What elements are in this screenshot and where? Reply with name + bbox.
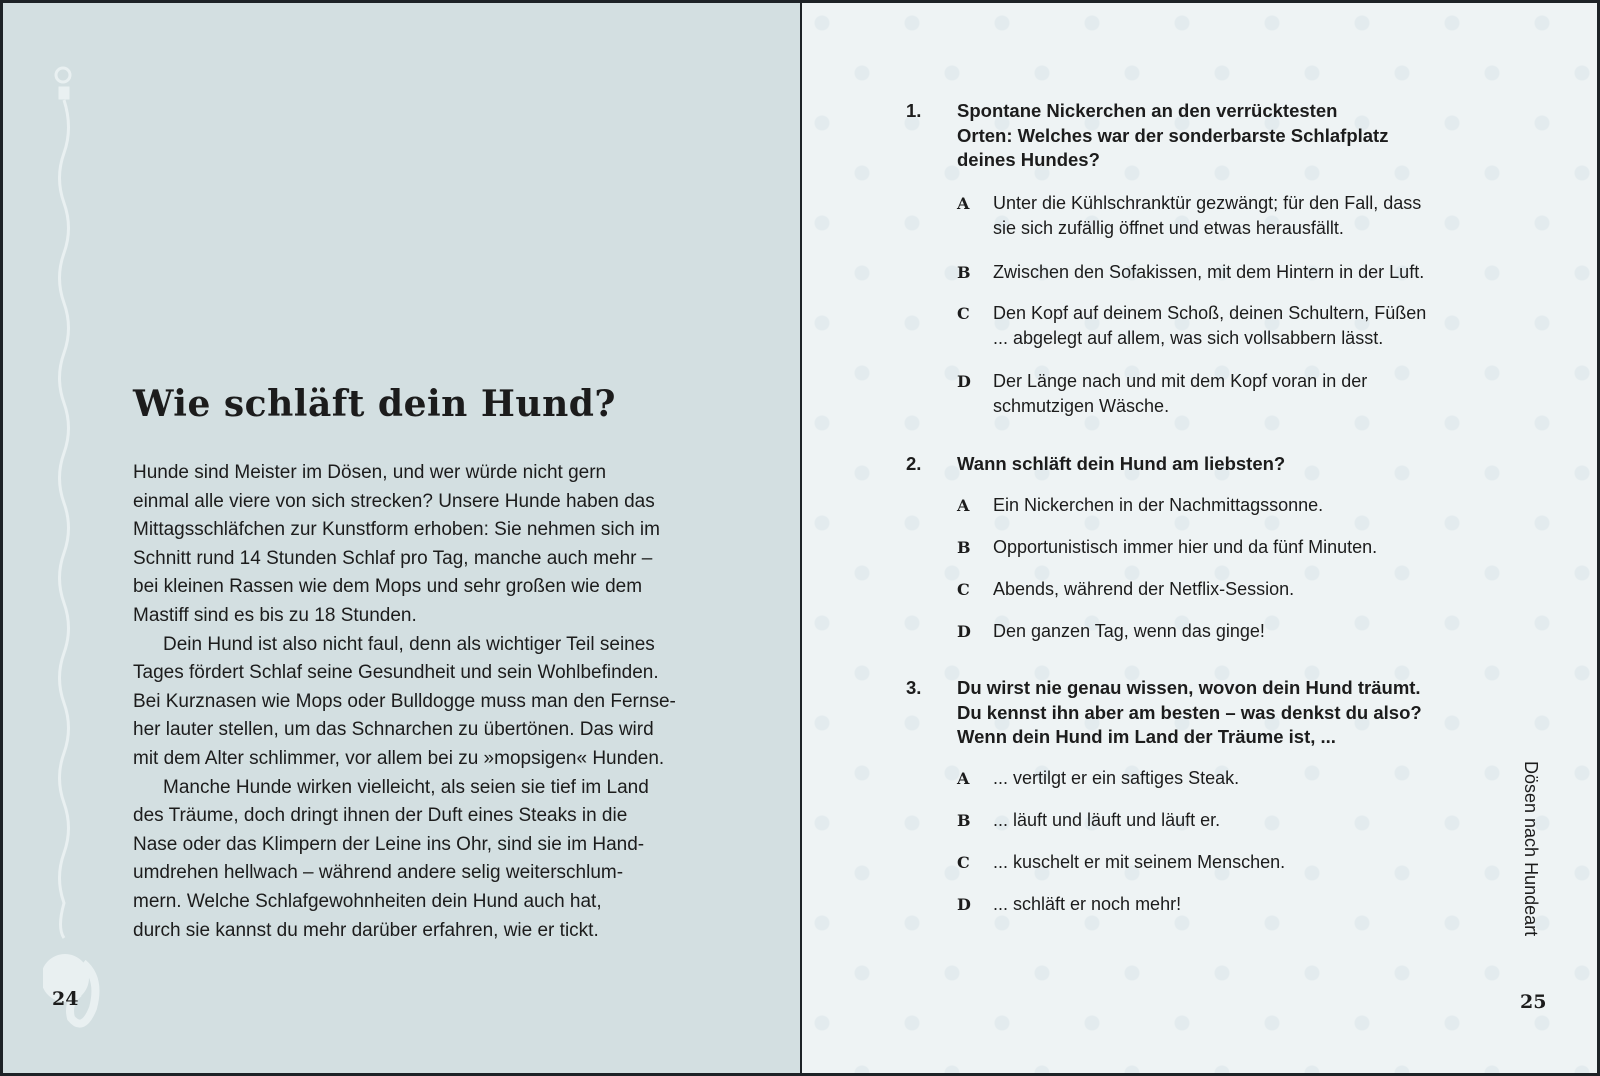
- answer-letter: A: [957, 769, 970, 788]
- left-page: [3, 3, 800, 1073]
- answer-letter: D: [957, 895, 971, 914]
- answer-letter: C: [957, 853, 970, 872]
- body-line: einmal alle viere von sich strecken? Unsere Hunde haben das: [133, 490, 655, 512]
- body-text: [133, 459, 676, 945]
- body-line: durch sie kannst du mehr darüber erfahren, wie er tickt.: [133, 919, 599, 941]
- answer-text: Der Länge nach und mit dem Kopf voran in der: [993, 371, 1368, 391]
- answer-letter: A: [957, 194, 970, 213]
- answer-text: Opportunistisch immer hier und da fünf Minuten.: [993, 537, 1378, 557]
- answer-letter: B: [957, 811, 971, 830]
- question-text: Du wirst nie genau wissen, wovon dein Hund träumt.: [957, 677, 1421, 698]
- body-line: bei kleinen Rassen wie dem Mops und sehr großen wie dem: [133, 576, 643, 598]
- answer-text: Zwischen den Sofakissen, mit dem Hintern in der Luft.: [993, 262, 1425, 282]
- answer-letter: D: [957, 372, 971, 391]
- body-line: Mastiff sind es bis zu 18 Stunden.: [133, 604, 417, 626]
- question-number: 2.: [906, 453, 922, 474]
- body-line: mit dem Alter schlimmer, vor allem bei zu »mopsigen« Hunden.: [133, 747, 665, 769]
- body-line: Dein Hund ist also nicht faul, denn als wichtiger Teil seines: [163, 633, 655, 655]
- page-number: 24: [52, 988, 79, 1010]
- question-text: Orten: Welches war der sonderbarste Schlafplatz: [957, 124, 1389, 146]
- running-head: Dösen nach Hundeart: [1521, 761, 1541, 937]
- leash-illustration-icon: [43, 58, 113, 1048]
- body-line: Mittagsschläfchen zur Kunstform erhoben: Sie nehmen sich im: [133, 519, 660, 541]
- chapter-title: Wie schläft dein Hund?: [133, 383, 617, 425]
- answer-text: ... schläft er noch mehr!: [993, 894, 1182, 914]
- body-line: des Träume, doch dringt ihnen der Duft eines Steaks in die: [133, 805, 628, 827]
- answer-letter: C: [957, 580, 970, 599]
- answer-text: Abends, während der Netflix-Session.: [993, 579, 1295, 599]
- answer-letter: B: [957, 538, 971, 557]
- body-line: Nase oder das Klimpern der Leine ins Ohr, sind sie im Hand-: [133, 833, 645, 855]
- body-line: Schnitt rund 14 Stunden Schlaf pro Tag, manche auch mehr –: [133, 547, 653, 569]
- body-line: Bei Kurznasen wie Mops oder Bulldogge muss man den Fernse-: [133, 690, 676, 712]
- answer-letter: D: [957, 622, 971, 641]
- answer-letter: C: [957, 304, 970, 323]
- answer-letter: B: [957, 263, 971, 282]
- body-line: umdrehen hellwach – während andere selig weiterschlum-: [133, 862, 624, 884]
- question-text: deines Hundes?: [957, 149, 1100, 170]
- answer-text: ... kuschelt er mit seinem Menschen.: [993, 852, 1286, 872]
- answer-text: Den Kopf auf deinem Schoß, deinen Schultern, Füßen: [993, 303, 1427, 323]
- body-line: Manche Hunde wirken vielleicht, als seien sie tief im Land: [163, 776, 649, 798]
- body-line: mern. Welche Schlafgewohnheiten dein Hund auch hat,: [133, 890, 602, 912]
- body-line: Hunde sind Meister im Dösen, und wer würde nicht gern: [133, 462, 607, 483]
- answer-letter: A: [957, 496, 970, 515]
- body-line: her lauter stellen, um das Schnarchen zu übertönen. Das wird: [133, 719, 654, 741]
- question-number: 1.: [906, 100, 922, 121]
- answer-text: ... vertilgt er ein saftiges Steak.: [993, 768, 1240, 788]
- answer-text: sie sich zufällig öffnet und etwas herausfällt.: [993, 217, 1344, 238]
- question-text: Wenn dein Hund im Land der Träume ist, ...: [957, 726, 1336, 747]
- body-line: Tages fördert Schlaf seine Gesundheit und sein Wohlbefinden.: [133, 662, 659, 684]
- answer-text: schmutzigen Wäsche.: [993, 395, 1170, 416]
- question-number: 3.: [906, 677, 922, 698]
- question-text: Spontane Nickerchen an den verrücktesten: [957, 100, 1338, 121]
- answer-text: Den ganzen Tag, wenn das ginge!: [993, 621, 1265, 641]
- answer-text: Unter die Kühlschranktür gezwängt; für den Fall, dass: [993, 193, 1422, 213]
- answer-text: Ein Nickerchen in der Nachmittagssonne.: [993, 495, 1324, 515]
- answer-text: ... läuft und läuft und läuft er.: [993, 810, 1221, 830]
- page-number: 25: [1520, 991, 1547, 1013]
- question-text: Wann schläft dein Hund am liebsten?: [957, 453, 1286, 474]
- answer-text: ... abgelegt auf allem, was sich vollsabbern lässt.: [993, 327, 1384, 348]
- question-text: Du kennst ihn aber am besten – was denkst du also?: [957, 701, 1422, 723]
- right-page: [802, 3, 1597, 1073]
